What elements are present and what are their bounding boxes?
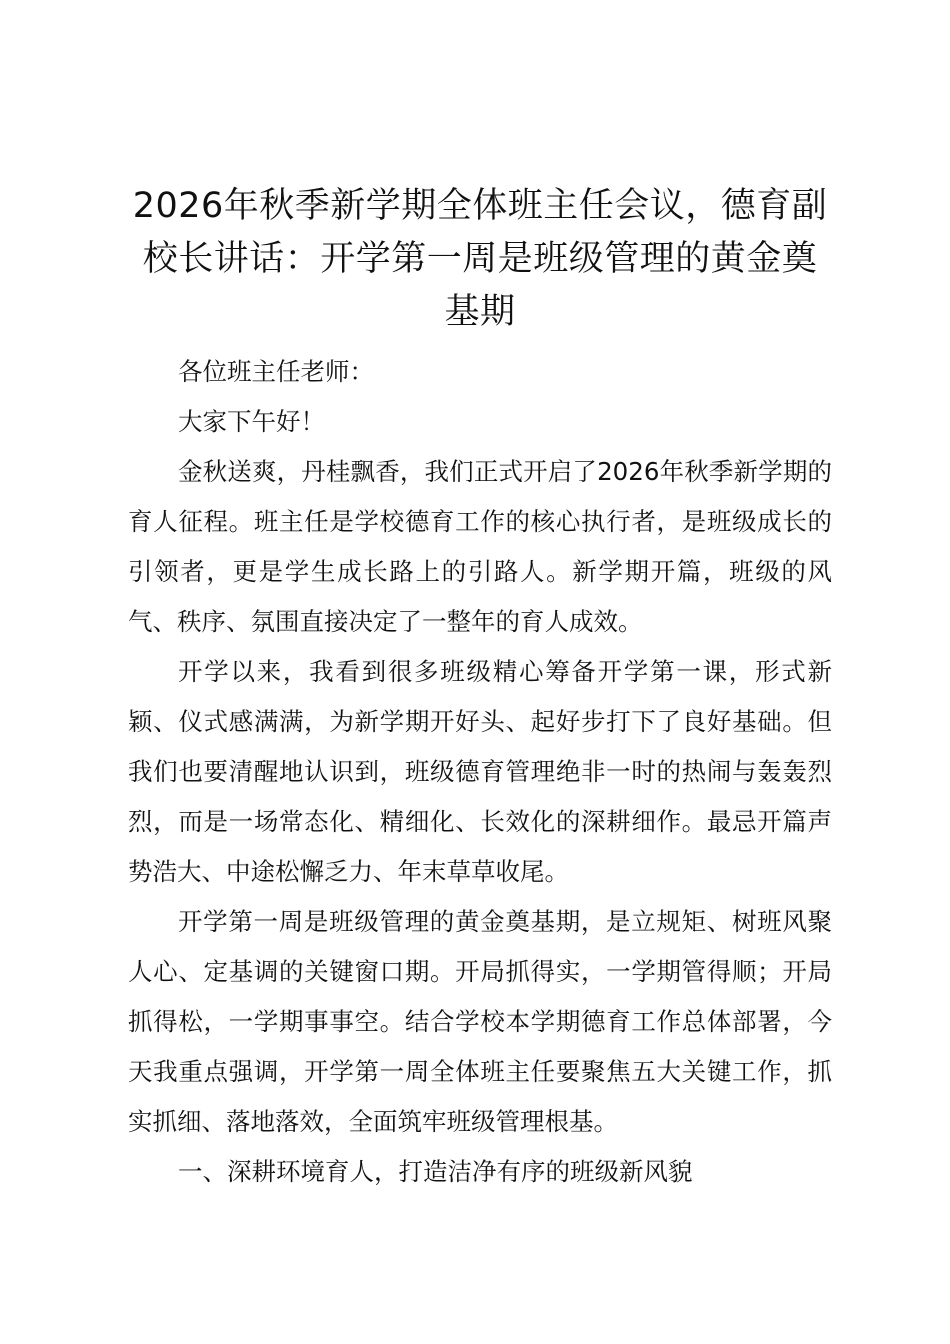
section-heading: 一、深耕环境育人，打造洁净有序的班级新风貌 xyxy=(178,1157,693,1186)
paragraph-3: 开学第一周是班级管理的黄金奠基期，是立规矩、树班风聚人心、定基调的关键窗口期。开局抓得实，一学期管得顺；开局抓得松，一学期事事空。结合学校本学期德育工作总体部署，今天我重点强调，开学第一周全体班主任要聚焦五大关键工作，抓实抓细、落地落效，全面筑牢班级管理根基。 xyxy=(128,907,832,1136)
greeting: 大家下午好！ xyxy=(178,407,325,436)
paragraph-2: 开学以来，我看到很多班级精心筹备开学第一课，形式新颖、仪式感满满，为新学期开好头、起好步打下了良好基础。但我们也要清醒地认识到，班级德育管理绝非一时的热闹与轰轰烈烈，而是一场常态化、精细化、长效化的深耕细作。最忌开篇声势浩大、中途松懈乏力、年末草草收尾。 xyxy=(128,657,832,886)
document-title: 2026年秋季新学期全体班主任会议，德育副校长讲话：开学第一周是班级管理的黄金奠基期 xyxy=(132,186,828,332)
document-content xyxy=(128,180,832,1197)
document-body xyxy=(128,347,832,1197)
salutation: 各位班主任老师： xyxy=(178,357,374,386)
paragraph-1: 金秋送爽，丹桂飘香，我们正式开启了2026年秋季新学期的育人征程。班主任是学校德育工作的核心执行者，是班级成长的引领者，更是学生成长路上的引路人。新学期开篇，班级的风气、秩序、氛围直接决定了一整年的育人成效。 xyxy=(128,457,832,636)
